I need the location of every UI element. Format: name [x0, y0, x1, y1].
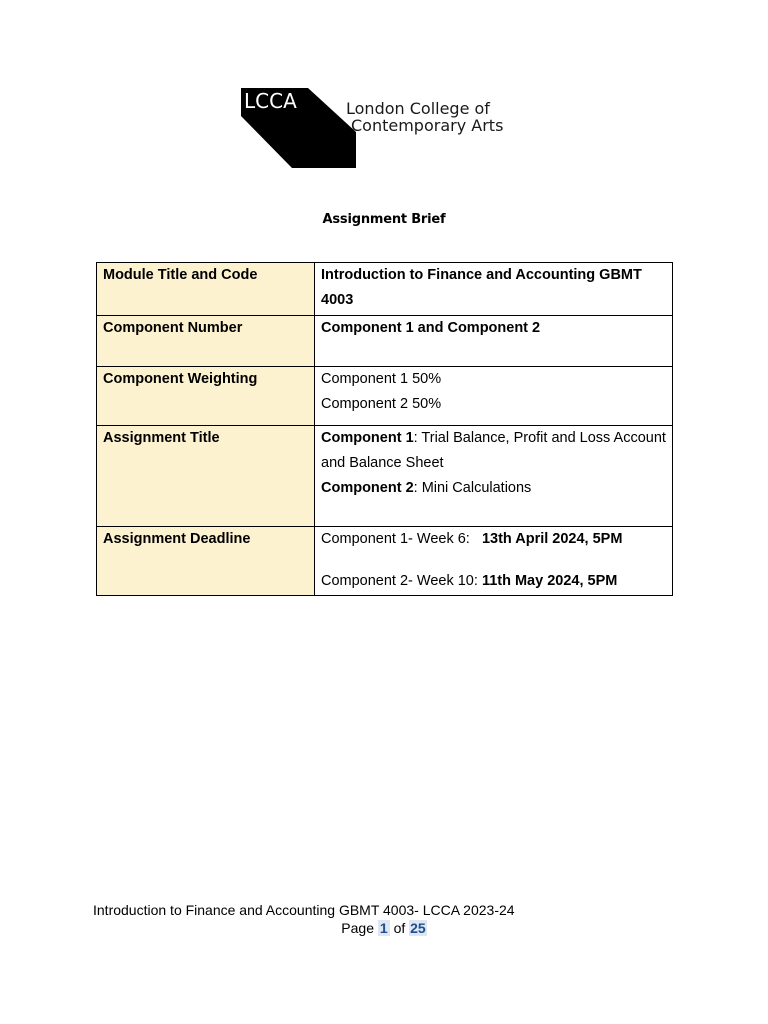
component2-text: : Mini Calculations: [413, 480, 532, 496]
footer-module-line: Introduction to Finance and Accounting GBMT 4003- LCCA 2023-24: [93, 902, 515, 918]
deadline-component2: [321, 569, 666, 594]
institution-name: [346, 100, 503, 134]
row-label: Module Title and Code: [97, 263, 315, 316]
deadline1-date: 13th April 2024, 5PM: [481, 531, 623, 547]
spacer: [321, 552, 666, 569]
row-label: Component Number: [97, 316, 315, 367]
component1-text: : Trial Balance, Profit and Loss Account and Balance Sheet: [321, 430, 666, 471]
title-component2: [321, 476, 666, 501]
page-number: [0, 920, 768, 936]
table-row-component-number: [97, 316, 673, 367]
weighting-line1: Component 1 50%: [321, 371, 442, 387]
page-of: of: [393, 920, 406, 936]
weighting-line2: Component 2 50%: [321, 396, 442, 412]
lcca-logo: [240, 86, 540, 170]
component2-label: Component 2: [321, 480, 414, 496]
logo-mark-text: LCCA: [244, 89, 297, 113]
page-title: Assignment Brief: [322, 212, 446, 227]
row-value: Component 1 and Component 2: [315, 316, 673, 367]
institution-line2: Contemporary Arts: [351, 116, 504, 135]
row-label: Assignment Deadline: [97, 527, 315, 596]
assignment-brief-table: [96, 262, 673, 596]
deadline-component1: [321, 527, 666, 552]
row-label: Assignment Title: [97, 426, 315, 527]
row-label: Component Weighting: [97, 367, 315, 426]
deadline2-prefix: Component 2- Week 10:: [321, 573, 478, 589]
table-row-deadline: [97, 527, 673, 596]
page-total: 25: [410, 920, 426, 936]
deadline2-date: 11th May 2024, 5PM: [481, 573, 618, 589]
row-value: [315, 527, 673, 596]
table-row-weighting: [97, 367, 673, 426]
deadline1-prefix: Component 1- Week 6:: [321, 531, 470, 547]
institution-line1: London College of: [346, 99, 490, 118]
page-prefix: Page: [341, 920, 374, 936]
component1-label: Component 1: [321, 430, 414, 446]
row-value: Introduction to Finance and Accounting GBMT 4003: [315, 263, 673, 316]
table-row-title: [97, 426, 673, 527]
lcca-logo-mark: [240, 86, 360, 170]
title-component1: [321, 426, 666, 476]
page-current: 1: [379, 920, 388, 936]
row-value: [315, 426, 673, 527]
table-row-module: [97, 263, 673, 316]
row-value: [315, 367, 673, 426]
